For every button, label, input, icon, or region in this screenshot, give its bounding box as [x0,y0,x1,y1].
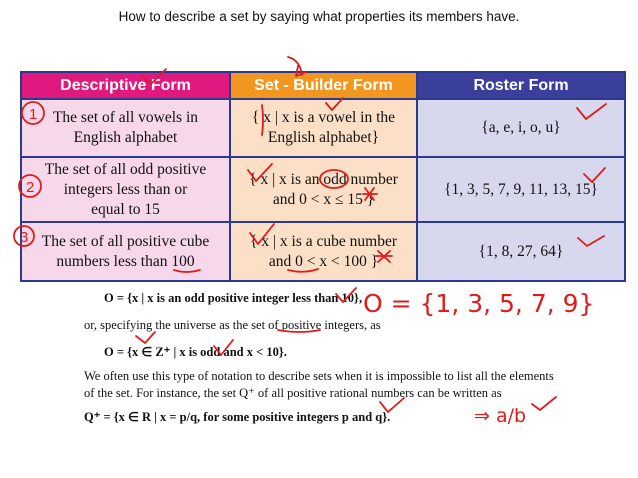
table-row [21,222,625,281]
descriptive-line: The set of all vowels in [52,109,199,126]
handwritten-fraction: ⇒ a/b [474,405,527,427]
roster-cell [417,222,625,281]
notation-paragraph-line1: We often use this type of notation to describe sets when it is impossible to list all the elements [84,369,554,383]
set-o-definition: O = {x | x is an odd positive integer less than 10}, [104,291,363,305]
circled-number: 2 [26,179,35,196]
roster-cell [417,157,625,222]
descriptive-cell [21,99,230,157]
circled-number: 3 [20,229,29,246]
positive-rationals-definition: Q⁺ = {x ∈ R | x = p/q, for some positive integers p and q}. [84,410,391,424]
builder-cell [230,99,417,157]
notation-paragraph-line2: of the set. For instance, the set Q⁺ of all positive rational numbers can be written as [84,386,502,400]
descriptive-line: integers less than or [63,180,188,198]
descriptive-line: The set of all positive cube [41,232,210,250]
page-heading: How to describe a set by saying what properties its members have. [118,9,520,24]
set-o-with-universe: O = {x ∈ Z⁺ | x is odd and x < 10}. [104,345,287,359]
check-mark [532,397,556,410]
header-descriptive: Descriptive Form [21,72,230,99]
builder-cell [230,157,417,222]
builder-line: English alphabet} [267,129,380,146]
set-forms-table [20,71,626,282]
descriptive-cell [21,222,230,281]
circled-number: 1 [29,106,38,123]
descriptive-line: English alphabet [73,129,178,146]
builder-line: { x | x is a cube number [250,232,397,250]
descriptive-line: equal to 15 [91,200,160,218]
table-header-row [21,72,625,99]
descriptive-line: The set of all odd positive [44,160,207,178]
descriptive-cell [21,157,230,222]
header-roster: Roster Form [417,72,625,99]
header-set-builder: Set - Builder Form [230,72,417,99]
check-mark [136,332,155,343]
roster-value: {a, e, i, o, u} [481,119,561,136]
builder-line: and 0 < x ≤ 15 } [272,190,375,208]
table-row [21,157,625,222]
descriptive-line: numbers less than 100 [56,252,195,270]
handwritten-set-o: O = {1, 3, 5, 7, 9} [363,289,595,318]
universe-sentence: or, specifying the universe as the set of positive integers, as [84,318,381,332]
builder-line: { x | x is an odd number [249,170,398,188]
builder-line: { x | x is a vowel in the [251,109,396,126]
builder-line: and 0 < x < 100 } [268,252,379,270]
table-row [21,99,625,157]
builder-cell [230,222,417,281]
roster-value: {1, 3, 5, 7, 9, 11, 13, 15} [444,180,598,198]
roster-cell [417,99,625,157]
roster-value: {1, 8, 27, 64} [478,242,564,260]
